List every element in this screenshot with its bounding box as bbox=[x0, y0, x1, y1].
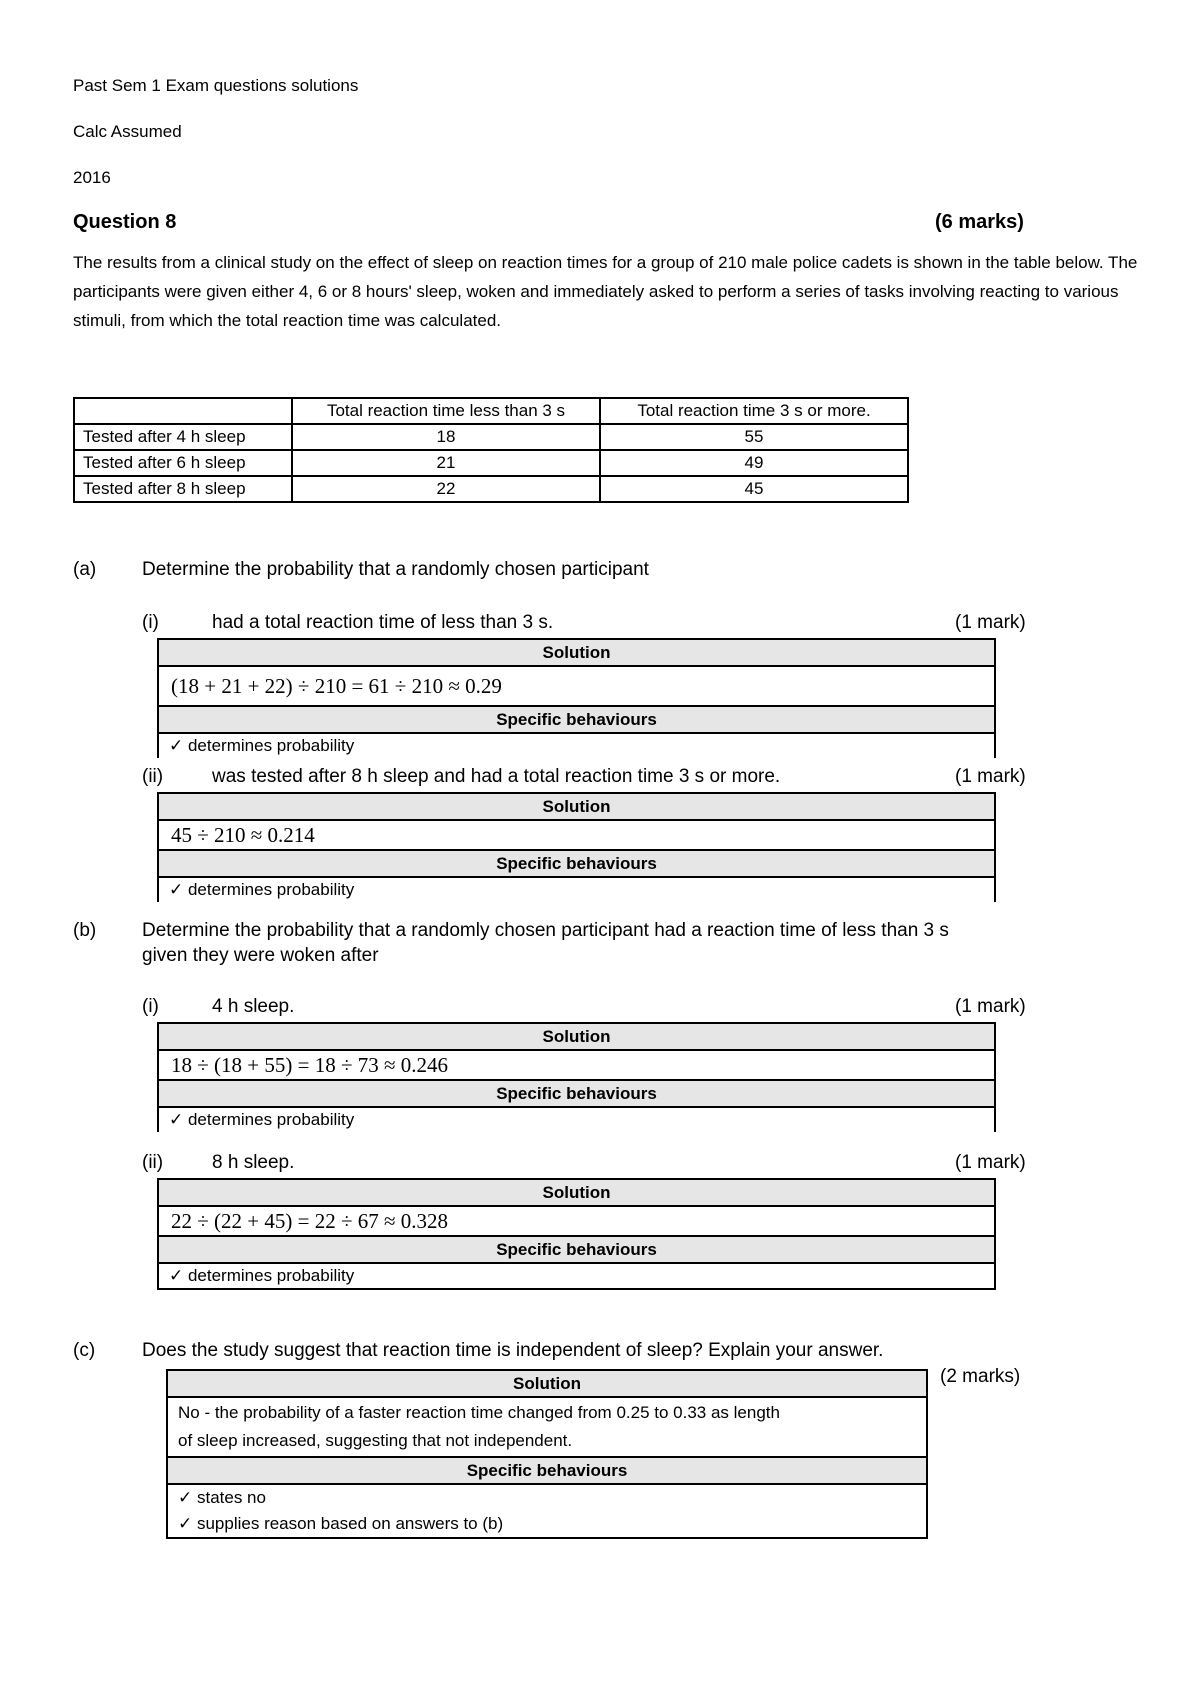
solution-heading: Solution bbox=[159, 1022, 994, 1051]
table-cell: 21 bbox=[292, 450, 600, 476]
table-cell: 55 bbox=[600, 424, 908, 450]
table-header-cell: Total reaction time 3 s or more. bbox=[600, 398, 908, 424]
solution-box-a-i bbox=[157, 638, 996, 758]
solution-box-a-ii bbox=[157, 792, 996, 902]
specific-behaviours-heading: Specific behaviours bbox=[159, 705, 994, 734]
specific-behaviours-heading: Specific behaviours bbox=[159, 1235, 994, 1264]
doc-header-subtitle: Calc Assumed bbox=[73, 122, 182, 141]
part-b-ii-text: 8 h sleep. bbox=[212, 1152, 295, 1173]
table-cell: Tested after 6 h sleep bbox=[74, 450, 292, 476]
doc-header-title: Past Sem 1 Exam questions solutions bbox=[73, 76, 359, 95]
table-cell: 49 bbox=[600, 450, 908, 476]
part-b-label: (b) bbox=[73, 920, 97, 941]
solution-working: (18 + 21 + 22) ÷ 210 = 61 ÷ 210 ≈ 0.29 bbox=[171, 674, 502, 698]
doc-header-year: 2016 bbox=[73, 168, 111, 187]
criterion-item: ✓ determines probability bbox=[169, 880, 355, 899]
solution-box-b-i bbox=[157, 1022, 996, 1132]
table-row bbox=[74, 476, 908, 502]
solution-heading: Solution bbox=[159, 1178, 994, 1207]
specific-behaviours-heading: Specific behaviours bbox=[159, 849, 994, 878]
criterion-item: ✓ determines probability bbox=[169, 1110, 355, 1129]
solution-heading: Solution bbox=[159, 792, 994, 821]
solution-working: 22 ÷ (22 + 45) = 22 ÷ 67 ≈ 0.328 bbox=[171, 1209, 448, 1233]
specific-behaviours-heading: Specific behaviours bbox=[168, 1456, 926, 1485]
part-a-ii-text: was tested after 8 h sleep and had a total reaction time 3 s or more. bbox=[212, 766, 781, 787]
solution-explanation-line2: of sleep increased, suggesting that not independent. bbox=[178, 1431, 573, 1450]
table-row bbox=[74, 424, 908, 450]
table-row bbox=[74, 450, 908, 476]
part-b-text-line2: given they were woken after bbox=[142, 945, 379, 966]
part-b-i-label: (i) bbox=[142, 996, 159, 1017]
criterion-item: ✓ supplies reason based on answers to (b) bbox=[168, 1511, 926, 1539]
part-c-marks: (2 marks) bbox=[940, 1366, 1021, 1387]
part-a-i-text: had a total reaction time of less than 3 s. bbox=[212, 612, 554, 633]
solution-heading: Solution bbox=[168, 1369, 926, 1398]
table-cell: Tested after 8 h sleep bbox=[74, 476, 292, 502]
question-title: Question 8 bbox=[73, 211, 177, 233]
question-intro: The results from a clinical study on the effect of sleep on reaction times for a group of 210 male police cadets is shown in the table below. The participants were given either 4, 6 or 8 hours' sleep, woken and immediately asked to perform a series of tasks involving reacting to various stimuli, from which the total reaction time was calculated. bbox=[73, 253, 1138, 330]
table-header-cell: Total reaction time less than 3 s bbox=[292, 398, 600, 424]
solution-explanation-line1: No - the probability of a faster reaction time changed from 0.25 to 0.33 as length bbox=[178, 1403, 780, 1422]
part-a-ii-label: (ii) bbox=[142, 766, 164, 787]
table-cell: 45 bbox=[600, 476, 908, 502]
solution-working: 45 ÷ 210 ≈ 0.214 bbox=[171, 823, 315, 847]
criterion-item: ✓ determines probability bbox=[169, 736, 355, 755]
criterion-item: ✓ states no bbox=[178, 1488, 266, 1507]
part-c-text: Does the study suggest that reaction time is independent of sleep? Explain your answer. bbox=[142, 1340, 884, 1361]
table-cell: Tested after 4 h sleep bbox=[74, 424, 292, 450]
question-marks: (6 marks) bbox=[935, 211, 1024, 233]
table-header-cell bbox=[74, 398, 292, 424]
criterion-item: ✓ determines probability bbox=[159, 1264, 994, 1290]
part-a-text: Determine the probability that a randomly chosen participant bbox=[142, 559, 649, 580]
solution-box-b-ii bbox=[157, 1178, 996, 1290]
specific-behaviours-heading: Specific behaviours bbox=[159, 1079, 994, 1108]
data-table bbox=[73, 397, 909, 503]
table-cell: 22 bbox=[292, 476, 600, 502]
table-header-row bbox=[74, 398, 908, 424]
part-a-label: (a) bbox=[73, 559, 97, 580]
part-b-ii-marks: (1 mark) bbox=[955, 1152, 1026, 1173]
part-a-ii-marks: (1 mark) bbox=[955, 766, 1026, 787]
part-b-i-text: 4 h sleep. bbox=[212, 996, 295, 1017]
solution-heading: Solution bbox=[159, 638, 994, 667]
part-b-i-marks: (1 mark) bbox=[955, 996, 1026, 1017]
part-c-label: (c) bbox=[73, 1340, 96, 1361]
part-b-text-line1: Determine the probability that a randomly chosen participant had a reaction time of less than 3 s bbox=[142, 920, 949, 941]
table-cell: 18 bbox=[292, 424, 600, 450]
solution-box-c bbox=[166, 1369, 928, 1539]
part-a-i-label: (i) bbox=[142, 612, 159, 633]
solution-working: 18 ÷ (18 + 55) = 18 ÷ 73 ≈ 0.246 bbox=[171, 1053, 448, 1077]
part-b-ii-label: (ii) bbox=[142, 1152, 164, 1173]
part-a-i-marks: (1 mark) bbox=[955, 612, 1026, 633]
